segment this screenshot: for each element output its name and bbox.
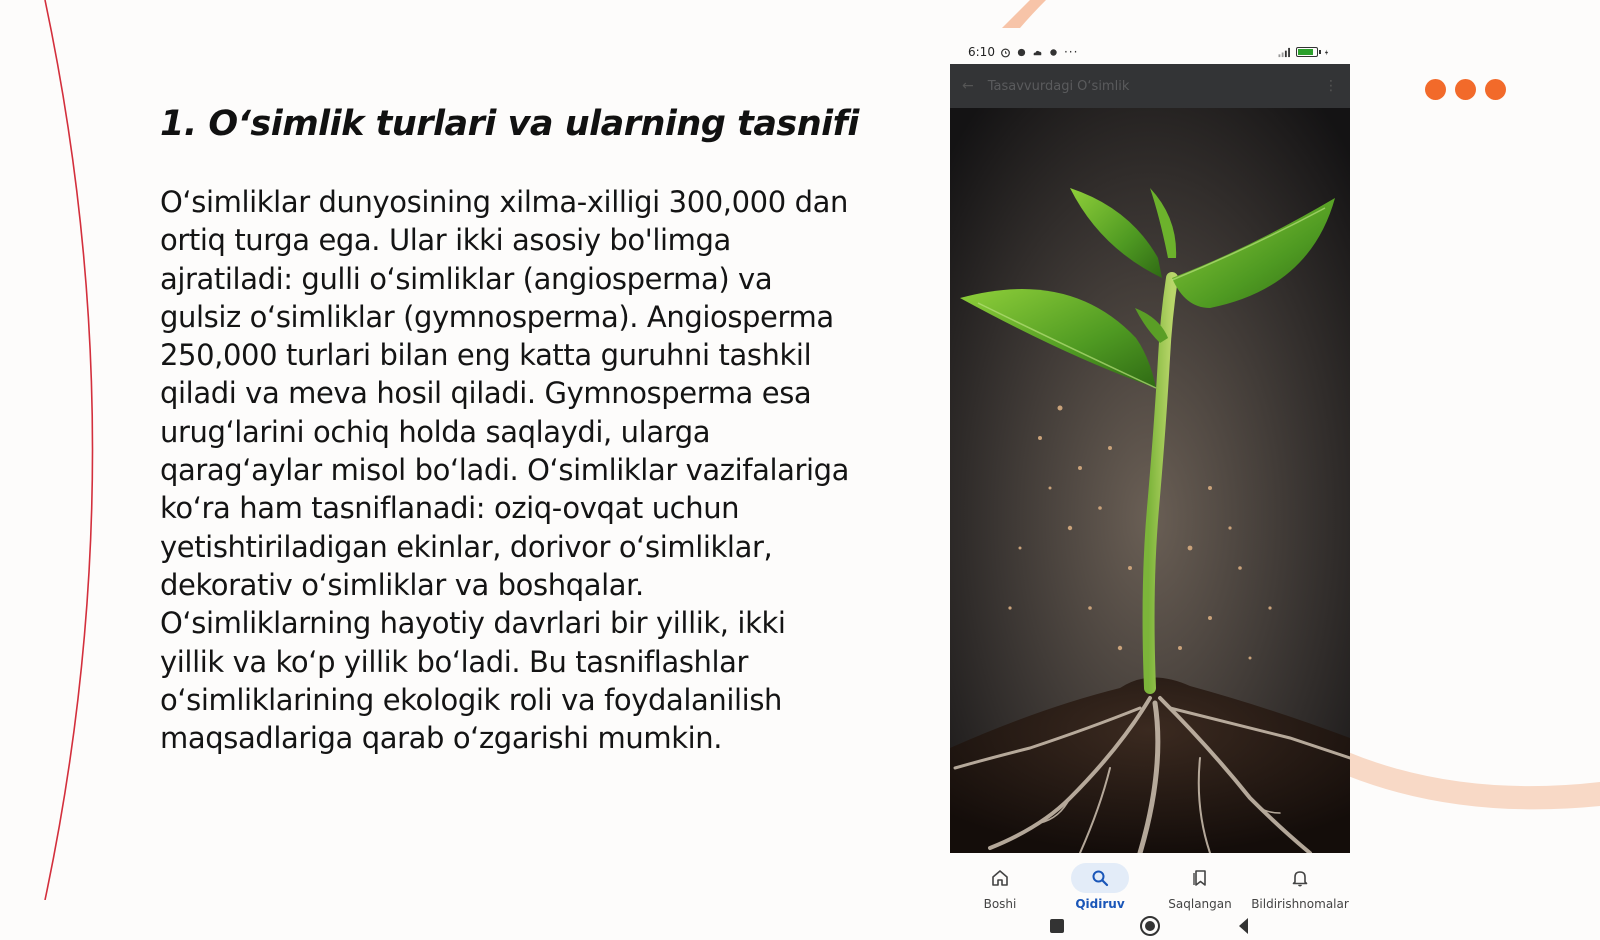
app-icon	[1048, 47, 1059, 58]
home-icon	[990, 868, 1010, 888]
dot-3	[1485, 79, 1506, 100]
search-icon	[1090, 868, 1110, 888]
nav-item-home[interactable]	[950, 853, 1050, 913]
status-bar	[950, 40, 1350, 64]
slide-title: 1. O‘simlik turlari va ularning tasnifi	[160, 104, 859, 144]
nav-label-search: Qidiruv	[1075, 897, 1125, 911]
more-dots-icon: ···	[1063, 45, 1079, 59]
charging-icon	[1323, 47, 1330, 58]
back-icon[interactable]: ←	[962, 78, 974, 94]
right-orange-swoosh	[1348, 752, 1600, 809]
app-header	[950, 64, 1350, 108]
home-circle-icon[interactable]	[1141, 917, 1159, 935]
system-nav-bar	[950, 913, 1350, 940]
left-curve-line	[45, 0, 93, 900]
back-triangle-icon[interactable]	[1239, 918, 1248, 934]
bookmark-icon	[1190, 868, 1210, 888]
nav-label-saved: Saqlangan	[1168, 897, 1232, 911]
phone-screenshot	[950, 40, 1350, 911]
notification-icon	[1016, 47, 1027, 58]
slide-body-text: O‘simliklar dunyosining xilma-xilligi 300,000 dan ortiq turga ega. Ular ikki asosiy bo'limga ajratiladi: gulli o‘simliklar (angiosperma) va gulsiz o‘simliklar (gymnosperma). Angiosperma 250,000 turlari bilan eng katta guruhni tashkil qiladi va meva hosil qiladi. Gymnosperma esa urug‘larini ochiq holda saqlaydi, ularga qarag‘aylar misol bo‘ladi. O‘simliklar vazifalariga ko‘ra ham tasniflanadi: oziq-ovqat uchun yetishtiriladigan ekinlar, dorivor o‘simliklar, dekorativ o‘simliklar va boshqalar. O‘simliklarning hayotiy davrlari bir yillik, ikki yillik va ko‘p yillik bo‘ladi. Bu tasniflashlar o‘simliklarining ekologik roli va foydalanilish maqsadlariga qarab o‘zgarishi mumkin.	[160, 185, 850, 756]
status-time: 6:10	[968, 45, 995, 59]
app-header-title: Tasavvurdagi O‘simlik	[987, 78, 1130, 94]
recent-apps-icon[interactable]	[1050, 919, 1064, 933]
cloud-icon	[1032, 47, 1043, 58]
dot-2	[1455, 79, 1476, 100]
nav-label-home: Boshi	[983, 897, 1017, 911]
slide-dots	[1425, 79, 1506, 100]
nav-item-saved[interactable]	[1150, 853, 1250, 913]
more-vert-icon[interactable]: ⋮	[1324, 78, 1338, 94]
top-orange-swoosh	[1002, 0, 1046, 28]
bottom-nav	[950, 853, 1350, 913]
plant-sprout-image	[950, 108, 1350, 853]
dot-1	[1425, 79, 1446, 100]
battery-icon	[1296, 47, 1318, 57]
nav-item-notifications[interactable]	[1250, 853, 1350, 913]
signal-icon	[1277, 47, 1291, 58]
nav-label-notifications: Bildirishnomalar	[1251, 897, 1349, 911]
bell-icon	[1290, 868, 1310, 888]
nav-item-search[interactable]	[1050, 853, 1150, 913]
alarm-icon	[1000, 47, 1011, 58]
